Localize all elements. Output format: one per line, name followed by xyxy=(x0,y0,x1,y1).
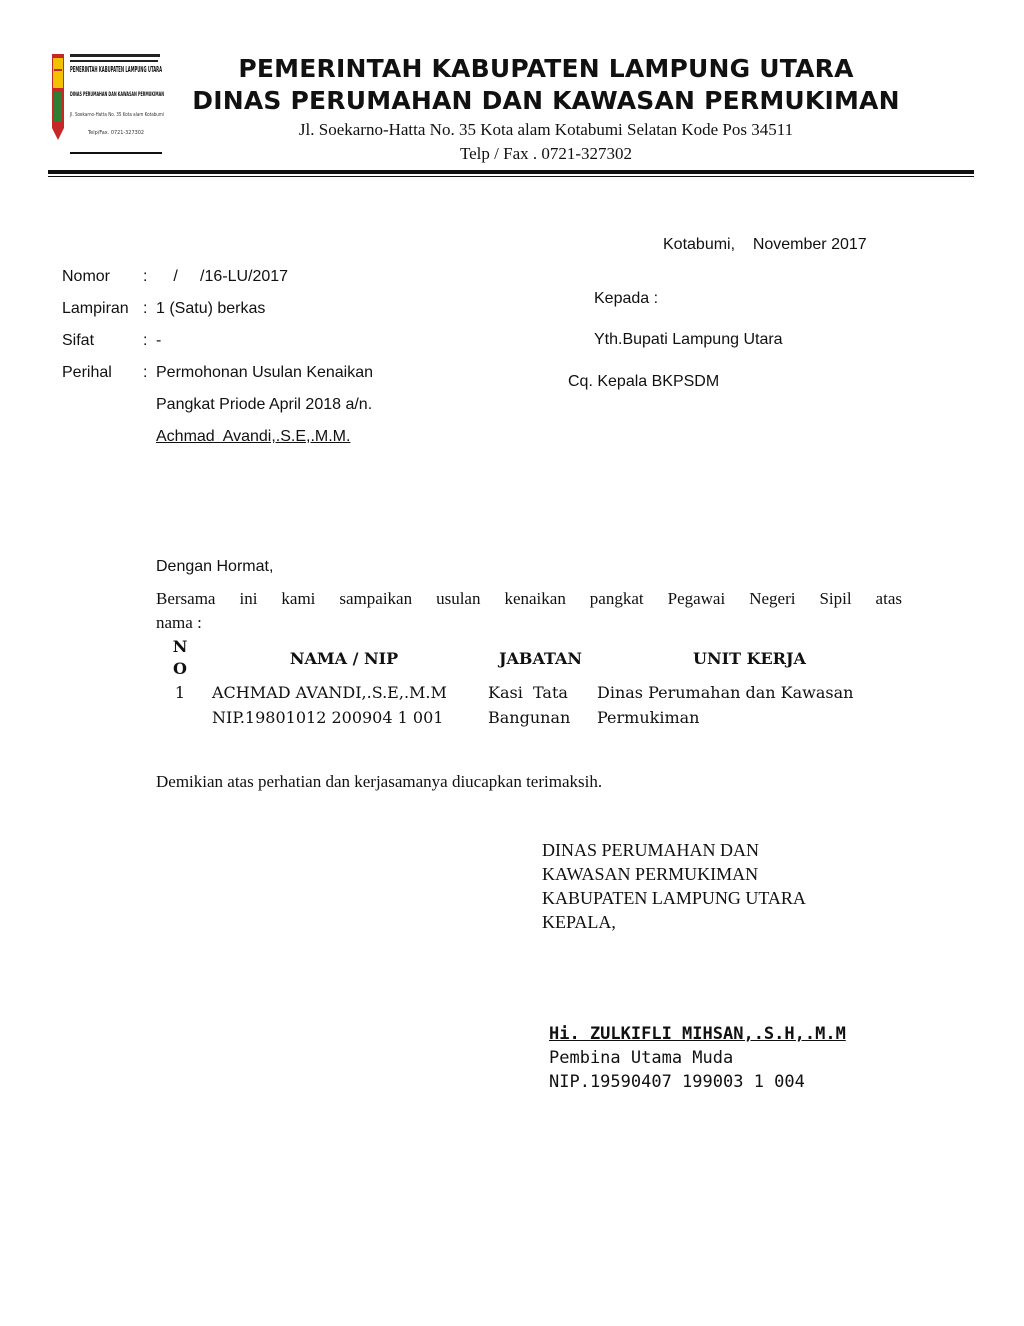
recipient-to: Yth.Bupati Lampung Utara xyxy=(594,331,783,348)
cell-no: 1 xyxy=(174,683,186,702)
header-name: NAMA / NIP xyxy=(289,648,399,668)
cell-unit xyxy=(593,680,906,730)
place-date: Kotabumi, November 2017 xyxy=(663,236,867,253)
signer-nip: NIP.19590407 199003 1 004 xyxy=(549,1072,805,1092)
svg-text:DINAS PERUMAHAN DAN KAWASAN PE: DINAS PERUMAHAN DAN KAWASAN PERMUKIMAN xyxy=(70,91,164,98)
meta-lampiran-value: 1 (Satu) berkas xyxy=(156,300,266,317)
perihal-line-3: Achmad Avandi,.S.E,.M.M. xyxy=(156,428,351,445)
letterhead-address: Jl. Soekarno-Hatta No. 35 Kota alam Kotabumi Selatan Kode Pos 34511 xyxy=(298,120,794,139)
meta-nomor-value: / /16-LU/2017 xyxy=(160,268,289,285)
cell-name-value: ACHMAD AVANDI,.S.E,.M.M xyxy=(212,683,447,702)
letterhead-rule-thin xyxy=(48,176,974,177)
signer-name: Hi. ZULKIFLI MIHSAN,.S.H,.M.M xyxy=(549,1024,846,1044)
meta-perihal-value: Permohonan Usulan Kenaikan xyxy=(156,364,374,381)
cell-nip-value: NIP.19801012 200904 1 001 xyxy=(212,708,444,727)
meta-sifat-label: Sifat xyxy=(62,332,95,349)
letterhead-phone: Telp / Fax . 0721-327302 xyxy=(459,144,633,163)
signer-rank: Pembina Utama Muda xyxy=(549,1048,734,1068)
svg-text:Telp/Fax. 0721-327302: Telp/Fax. 0721-327302 xyxy=(87,130,144,136)
signature-line-2: KAWASAN PERMUKIMAN xyxy=(542,864,759,884)
cell-unit-line-1: Dinas Perumahan dan Kawasan xyxy=(597,683,854,702)
meta-lampiran-sep: : xyxy=(143,300,148,317)
letterhead-title-1: PEMERINTAH KABUPATEN LAMPUNG UTARA xyxy=(238,54,854,83)
salutation: Dengan Hormat, xyxy=(156,558,274,575)
header-no-line-1: N xyxy=(172,637,188,656)
meta-nomor-sep: : xyxy=(143,268,148,285)
perihal-line-2: Pangkat Priode April 2018 a/n. xyxy=(156,396,373,413)
header-no-line-2: O xyxy=(173,659,187,678)
cell-unit-line-2: Permukiman xyxy=(597,708,700,727)
signature-line-3: KABUPATEN LAMPUNG UTARA xyxy=(542,888,806,908)
meta-sifat-value: - xyxy=(156,332,162,349)
table-row xyxy=(160,680,906,730)
meta-perihal-sep: : xyxy=(143,364,148,381)
meta-sifat-sep: : xyxy=(143,332,148,349)
meta-lampiran-label: Lampiran xyxy=(62,300,129,317)
cell-position-line-1: Kasi Tata xyxy=(488,683,568,702)
svg-text:Jl. Soekarno-Hatta No. 35 Kota: Jl. Soekarno-Hatta No. 35 Kota alam Kotabumi xyxy=(69,112,164,118)
header-no xyxy=(160,636,200,680)
header-unit: UNIT KERJA xyxy=(693,648,806,668)
cell-name xyxy=(200,680,488,730)
cell-position-line-2: Bangunan xyxy=(488,708,571,727)
signature-line-4: KEPALA, xyxy=(542,912,616,932)
meta-perihal-label: Perihal xyxy=(62,364,112,381)
candidate-table xyxy=(160,636,906,730)
intro-line-2: nama : xyxy=(156,613,202,632)
letterhead-rule-thick xyxy=(48,170,974,174)
svg-text:PEMERINTAH KABUPATEN LAMPUNG U: PEMERINTAH KABUPATEN LAMPUNG UTARA xyxy=(70,65,163,74)
signature-line-1: DINAS PERUMAHAN DAN xyxy=(542,840,760,860)
header-position: JABATAN xyxy=(498,648,583,668)
recipient-cq: Cq. Kepala BKPSDM xyxy=(568,373,720,390)
letterhead-logo xyxy=(48,48,166,158)
recipient-kepada: Kepada : xyxy=(594,290,659,307)
cell-position xyxy=(488,680,593,730)
signature-block xyxy=(542,838,806,934)
intro-line-1: Bersama ini kami sampaikan usulan kenaikan pangkat Pegawai Negeri Sipil atas xyxy=(156,589,902,608)
letterhead-title-2: DINAS PERUMAHAN DAN KAWASAN PERMUKIMAN xyxy=(192,86,900,115)
table-header-row xyxy=(160,636,906,680)
meta-nomor-label: Nomor xyxy=(62,268,111,285)
closing-sentence: Demikian atas perhatian dan kerjasamanya diucapkan terimaksih. xyxy=(156,772,603,791)
